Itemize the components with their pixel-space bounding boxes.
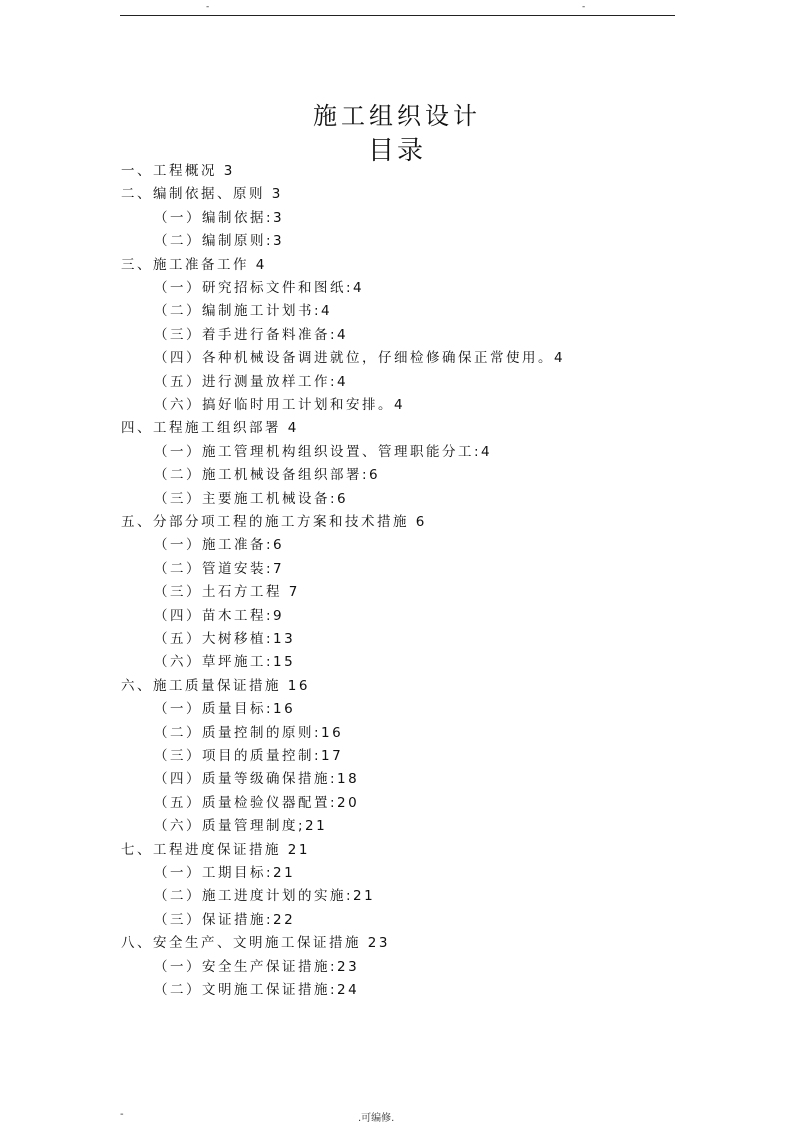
- toc-subsection-entry: （三）保证措施:22: [154, 911, 296, 928]
- toc-subsection-entry: （一）工期目标:21: [154, 865, 296, 881]
- toc-subsection-entry: （一）施工准备:6: [154, 537, 285, 554]
- footer-mark-left: -: [120, 1109, 124, 1120]
- document-title: 施工组织设计: [313, 102, 481, 130]
- toc-section-entry: 一、工程概况 3: [121, 163, 235, 179]
- toc-section-entry: 二、编制依据、原则 3: [121, 186, 283, 203]
- toc-subsection-entry: （五）质量检验仪器配置:20: [154, 794, 360, 811]
- toc-subsection-entry: （一）施工管理机构组织设置、管理职能分工:4: [154, 443, 493, 460]
- toc-subsection-entry: （二）编制原则:3: [154, 233, 285, 250]
- toc-subsection-entry: （四）质量等级确保措施:18: [154, 771, 360, 788]
- toc-subsection-entry: （二）管道安装:7: [154, 560, 285, 577]
- toc-section-entry: 四、工程施工组织部署 4: [121, 420, 299, 437]
- toc-heading: 目录: [367, 136, 426, 166]
- toc-subsection-entry: （一）编制依据:3: [154, 209, 285, 226]
- toc-subsection-entry: （五）进行测量放样工作:4: [154, 373, 349, 390]
- toc-subsection-entry: （六）质量管理制度;21: [154, 818, 328, 835]
- toc-subsection-entry: （四）各种机械设备调进就位，仔细检修确保正常使用。4: [154, 350, 566, 367]
- toc-subsection-entry: （三）土石方工程 7: [154, 584, 300, 601]
- toc-subsection-entry: （二）施工进度计划的实施:21: [154, 888, 376, 905]
- toc-subsection-entry: （二）施工机械设备组织部署:6: [154, 467, 381, 484]
- toc-subsection-entry: （三）主要施工机械设备:6: [154, 490, 349, 507]
- toc-subsection-entry: （六）搞好临时用工计划和安排。4: [154, 397, 406, 413]
- toc-subsection-entry: （三）项目的质量控制:17: [154, 748, 344, 764]
- toc-subsection-entry: （二）编制施工计划书:4: [154, 303, 333, 320]
- toc-subsection-entry: （二）质量控制的原则:16: [154, 724, 344, 741]
- toc-subsection-entry: （五）大树移植:13: [154, 631, 296, 647]
- toc-subsection-entry: （二）文明施工保证措施:24: [154, 982, 360, 998]
- toc-subsection-entry: （三）着手进行备料准备:4: [154, 326, 349, 343]
- toc-subsection-entry: （四）苗木工程:9: [154, 607, 285, 624]
- toc-subsection-entry: （一）研究招标文件和图纸:4: [154, 280, 365, 296]
- toc-section-entry: 三、施工准备工作 4: [121, 256, 267, 273]
- header-rule: [120, 15, 675, 16]
- toc-subsection-entry: （六）草坪施工:15: [154, 654, 296, 671]
- toc-subsection-entry: （一）质量目标:16: [154, 701, 296, 718]
- toc-subsection-entry: （一）安全生产保证措施:23: [154, 958, 360, 975]
- header-mark-left: -: [206, 2, 210, 12]
- toc-section-entry: 六、施工质量保证措施 16: [121, 677, 310, 694]
- header-mark-right: -: [582, 2, 586, 12]
- toc-section-entry: 七、工程进度保证措施 21: [121, 841, 310, 858]
- toc-section-entry: 八、安全生产、文明施工保证措施 23: [121, 935, 390, 952]
- footer-text: .可编修.: [358, 1113, 395, 1124]
- toc-section-entry: 五、分部分项工程的施工方案和技术措施 6: [121, 514, 427, 530]
